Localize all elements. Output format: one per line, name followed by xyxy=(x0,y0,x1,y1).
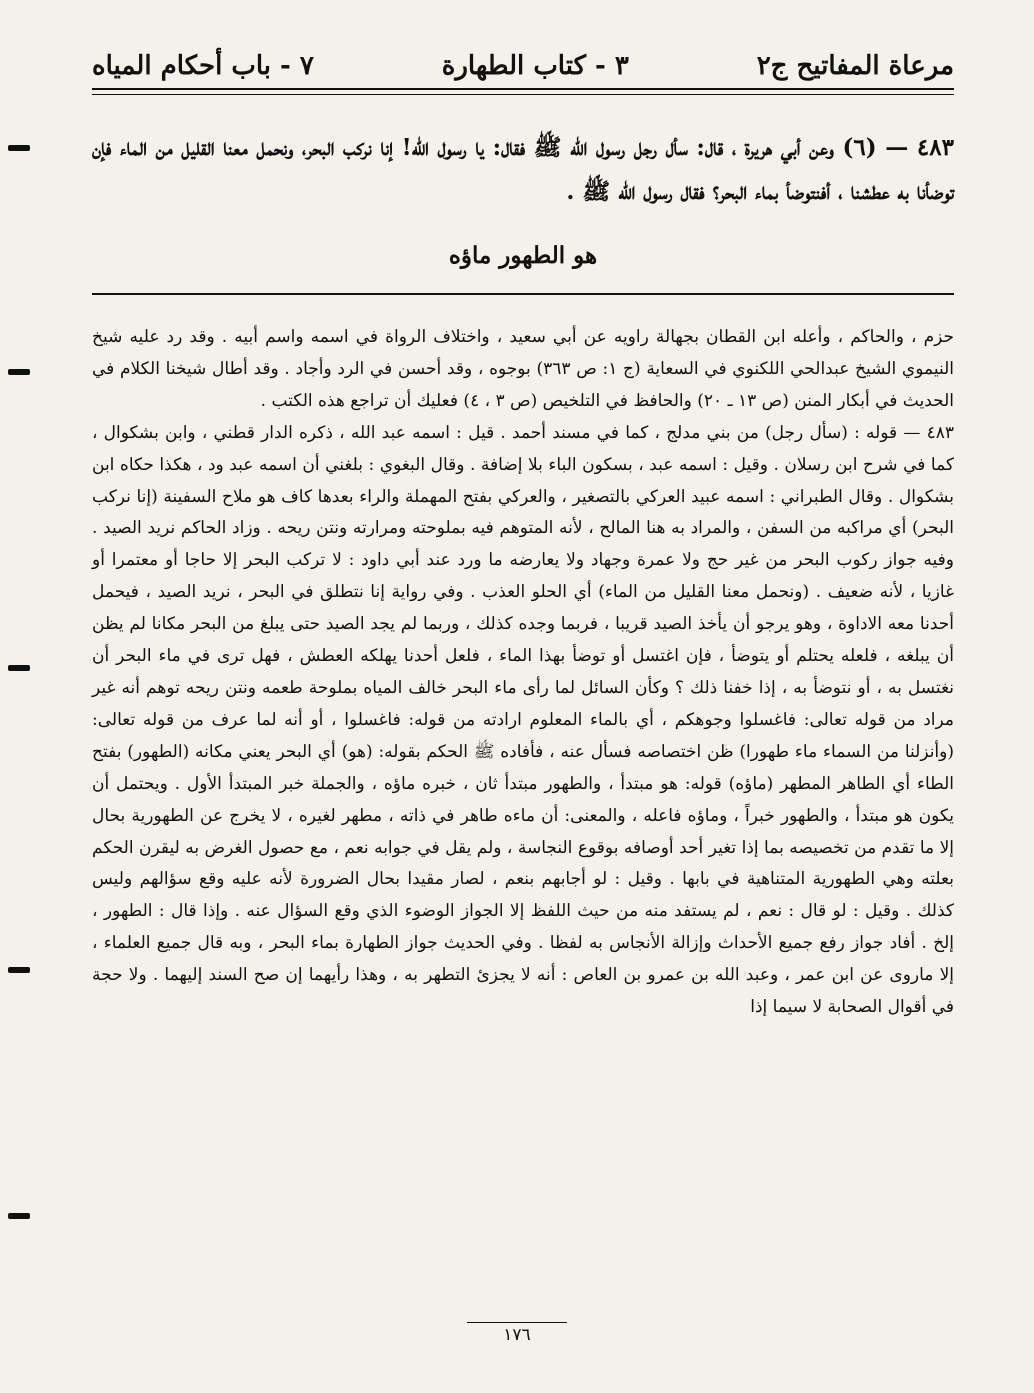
header-chapter: ٣ - كتاب الطهارة xyxy=(441,51,629,81)
commentary-paragraph: حزم ، والحاكم ، وأعله ابن القطان بجهالة راويه عن أبي سعيد ، واختلاف الرواة في اسمه واسم أبيه . وقد رد عليه شيخ النيموي الشيخ عبدالحي اللكنوي في السعاية (ج ١: ص ٣٦٣) بوجوه ، وقد أحسن في الرد وأجاد . وقد أطال شيخنا الكلام في الحديث في أبكار المنن (ص ١٣ ـ ٢٠) والحافظ في التلخيص (ص ٣ ، ٤) فعليك أن تراجع هذه الكتب . xyxy=(92,327,954,411)
margin-mark xyxy=(8,369,30,375)
hadith-text: ٤٨٣ — (٦) وعن أبي هريرة ، قال: سأل رجل رسول الله ﷺ فقال: يا رسول الله! إنا نركب البحر، ونحمل معنا القليل من الماء فإن توضأنا به عطشنا ، أفنتوضأ بماء البحر؟ فقال رسول الله ﷺ . xyxy=(92,134,954,205)
page-number: ١٧٦ xyxy=(467,1322,567,1353)
section-divider xyxy=(92,293,954,295)
commentary-paragraph: ٤٨٣ — قوله : (سأل رجل) من بني مدلج ، كما في مسند أحمد . قيل : اسمه عبد الله ، ذكره الدار قطني ، وابن بشكوال ، كما في شرح ابن رسلان . وقيل : اسمه عبد ، بسكون الباء بلا إضافة . وقال البغوي : بلغني أن اسمه عبد ود ، هكذا حكاه ابن بشكوال . وقال الطبراني : اسمه عبيد العركي بالتصغير ، والعركي بفتح المهملة والراء بعدها كاف هو ملاح السفينة (إنا نركب البحر) أي مراكبه من السفن ، والمراد به هنا المالح ، لأنه المتوهم فيه بملوحته ومرارته ونتن ريحه . وزاد الحاكم نريد الصيد . وفيه جواز ركوب البحر من غير حج ولا عمرة وجهاد ولا يعارضه ما ورد عند أبي داود : لا تركب البحر إلا حاجا أو معتمرا أو غازيا ، لأنه ضعيف . (ونحمل معنا القليل من الماء) أي الحلو العذب . وفي رواية إنا نتطلق في البحر ، نريد الصيد ، فيحمل أحدنا معه الاداوة ، وهو يرجو أن يأخذ الصيد قريبا ، فربما وجده كذلك ، وربما لم يجد الصيد حتى يبلغ من البحر مكانا لم يظن أن يبلغه ، فلعله يحتلم أو يتوضأ ، فإن اغتسل أو توضأ بهذا الماء ، فلعل أحدنا يهلكه العطش ، فهل ترى في ماء البحر أن نغتسل به ، أو نتوضأ به ، إذا خفنا ذلك ؟ وكأن السائل لما رأى ماء البحر خالف المياه بملوحة طعمه ونتن ريحه توهم أنه غير مراد من قوله تعالى: فاغسلوا وجوهكم ، أي بالماء المعلوم ارادته من قوله: فاغسلوا ، أو أنه لما عرف من قوله تعالى: (وأنزلنا من السماء ماء طهورا) ظن اختصاصه فسأل عنه ، فأفاده ﷺ الحكم بقوله: (هو) أي البحر يعني مكانه (الطهور) بفتح الطاء أي الطاهر المطهر (ماؤه) قوله: هو مبتدأ ، والطهور مبتدأ ثان ، خبره ماؤه ، والجملة خبر المبتدأ الأول . ويحتمل أن يكون هو مبتدأ ، والطهور خبراً ، وماؤه فاعله ، والمعنى: أن ماءه طاهر في ذاته ، مطهر لغيره ، لا يخرج عن الطهورية بحال إلا ما تقدم من تخصيصه بما إذا تغير أحد أوصافه بوقوع النجاسة ، ولم يقل في جوابه نعم ، مع حصول الغرض به ليقرن الحكم بعلته وهي الطهورية المتناهية في بابها . وقيل : لو أجابهم بنعم ، لصار مقيدا بحال الضرورة لأنه عليه وقع سؤالهم وليس كذلك . وقيل : لو قال : نعم ، لم يستفد منه من حيث اللفظ إلا الجواز الوضوء الذي وقع السؤال عنه . وإذا قال : الطهور ، إلخ . أفاد جواز رفع جميع الأحداث وإزالة الأنجاس به لفظا . وفي الحديث جواز الطهارة بماء البحر ، وبه قال جميع العلماء ، إلا ماروى عن ابن عمر ، وعبد الله بن عمرو بن العاص : أنه لا يجزئ التطهر به ، وهذا رأيهما إن صح السند إليهما . ولا حجة في أقوال الصحابة لا سيما إذا xyxy=(92,422,954,1018)
margin-mark xyxy=(8,967,30,973)
header-book-title: مرعاة المفاتيح ج٢ xyxy=(756,51,954,81)
commentary xyxy=(92,322,954,1024)
hadith-ending: هو الطهور ماؤه xyxy=(448,242,598,269)
header-rule-thin xyxy=(92,94,954,95)
margin-mark xyxy=(8,1213,30,1219)
header-rule xyxy=(92,88,954,90)
margin-mark xyxy=(8,145,30,151)
header-section: ٧ - باب أحكام المياه xyxy=(92,51,314,81)
running-header xyxy=(92,46,954,86)
margin-mark xyxy=(8,665,30,671)
